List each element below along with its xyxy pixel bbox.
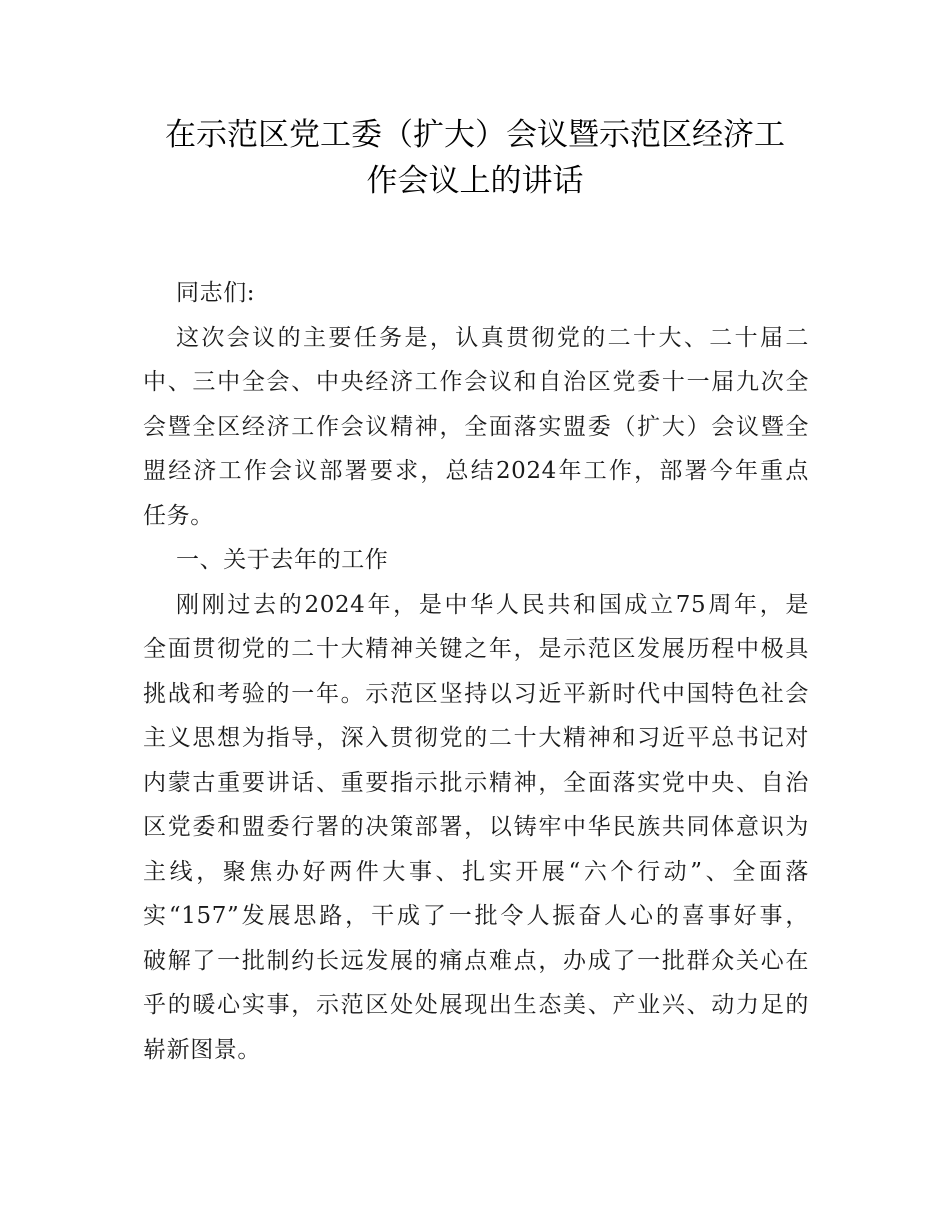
paragraph-line: 这次会议的主要任务是，认真贯彻党的二十大、二十届二 bbox=[176, 324, 809, 351]
paragraph-line: 主义思想为指导，深入贯彻党的二十大精神和习近平总书记对 bbox=[143, 725, 809, 751]
paragraph-line: 实“157”发展思路，干成了一批令人振奋人心的喜事好事， bbox=[143, 903, 809, 929]
paragraph-line: 崭新图景。 bbox=[143, 1036, 261, 1063]
document-title bbox=[140, 112, 810, 204]
paragraph-line: 破解了一批制约长远发展的痛点难点，办成了一批群众关心在 bbox=[143, 947, 809, 974]
paragraph-line: 内蒙古重要讲话、重要指示批示精神，全面落实党中央、自治 bbox=[143, 769, 809, 796]
title-line-2: 作会议上的讲话 bbox=[366, 163, 584, 199]
title-line-1: 在示范区党工委（扩大）会议暨示范区经济工 bbox=[165, 117, 785, 153]
paragraph-line: 刚刚过去的2024年，是中华人民共和国成立75周年，是 bbox=[176, 591, 809, 618]
section-heading-text: 一、关于去年的工作 bbox=[176, 547, 389, 573]
salutation-text: 同志们: bbox=[176, 280, 256, 306]
paragraph-meeting-tasks bbox=[143, 316, 809, 539]
paragraph-line: 区党委和盟委行署的决策部署，以铸牢中华民族共同体意识为 bbox=[143, 814, 809, 840]
paragraph-line: 会暨全区经济工作会议精神，全面落实盟委（扩大）会议暨全 bbox=[143, 413, 809, 440]
section-heading-last-year-work bbox=[143, 538, 809, 583]
salutation bbox=[143, 271, 809, 316]
paragraph-line: 任务。 bbox=[143, 502, 214, 529]
paragraph-line: 盟经济工作会议部署要求，总结2024年工作，部署今年重点 bbox=[143, 458, 809, 484]
paragraph-last-year-review bbox=[143, 583, 809, 1073]
paragraph-line: 主线，聚焦办好两件大事、扎实开展“六个行动”、全面落 bbox=[143, 858, 809, 885]
paragraph-line: 全面贯彻党的二十大精神关键之年，是示范区发展历程中极具 bbox=[143, 636, 809, 662]
paragraph-line: 挑战和考验的一年。示范区坚持以习近平新时代中国特色社会 bbox=[143, 680, 809, 707]
paragraph-line: 乎的暖心实事，示范区处处展现出生态美、产业兴、动力足的 bbox=[143, 992, 809, 1018]
paragraph-line: 中、三中全会、中央经济工作会议和自治区党委十一届九次全 bbox=[143, 369, 809, 395]
document-body bbox=[143, 271, 809, 1072]
